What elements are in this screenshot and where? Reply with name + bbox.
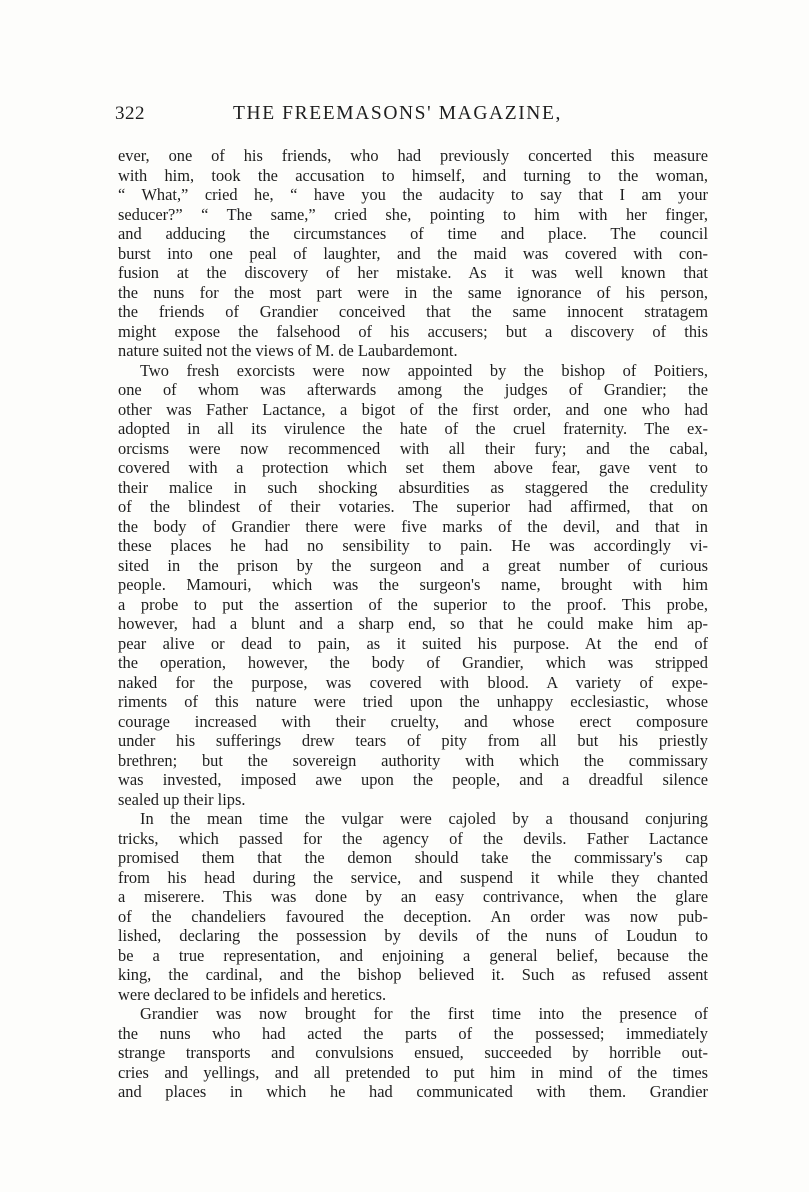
text-line: ever, one of his friends, who had previously concerted this measure: [118, 146, 708, 165]
text-line: brethren; but the sovereign authority with which the commissary: [118, 750, 708, 770]
text-line: their malice in such shocking absurdities as staggered the credulity: [118, 477, 708, 497]
text-line: a miserere. This was done by an easy contrivance, when the glare: [118, 887, 708, 906]
text-line: “ What,” cried he, “ have you the audacity to say that I am your: [118, 185, 708, 204]
page-header: [115, 103, 705, 133]
text-line: a probe to put the assertion of the superior to the proof. This probe,: [118, 594, 708, 614]
text-line: the nuns for the most part were in the same ignorance of his person,: [118, 282, 708, 302]
text-line: was invested, imposed awe upon the people, and a dreadful silence: [118, 770, 708, 789]
text-line: courage increased with their cruelty, and whose erect composure: [118, 711, 708, 731]
text-line: these places he had no sensibility to pain. He was accordingly vi-: [118, 536, 708, 555]
text-line: seducer?” “ The same,” cried she, pointing to him with her finger,: [118, 204, 708, 224]
text-line: sealed up their lips.: [118, 789, 246, 809]
text-line: In the mean time the vulgar were cajoled by a thousand conjuring: [140, 809, 708, 828]
text-line: burst into one peal of laughter, and the maid was covered with con-: [118, 243, 708, 263]
text-line: riments of this nature were tried upon the unhappy ecclesiastic, whose: [118, 692, 708, 711]
text-line: nature suited not the views of M. de Laubardemont.: [118, 341, 458, 360]
text-line: the operation, however, the body of Grandier, which was stripped: [118, 653, 708, 672]
text-line: people. Mamouri, which was the surgeon's name, brought with him: [118, 575, 708, 594]
text-line: one of whom was afterwards among the judges of Grandier; the: [118, 380, 708, 399]
text-line: covered with a protection which set them above fear, gave vent to: [118, 458, 708, 477]
text-line: under his sufferings drew tears of pity from all but his priestly: [118, 731, 708, 750]
text-line: Grandier was now brought for the first time into the presence of: [140, 1004, 708, 1023]
text-line: the nuns who had acted the parts of the possessed; immediately: [118, 1023, 708, 1043]
text-line: the body of Grandier there were five marks of the devil, and that in: [118, 516, 708, 536]
text-line: Two fresh exorcists were now appointed by the bishop of Poitiers,: [140, 360, 708, 380]
text-line: tricks, which passed for the agency of the devils. Father Lactance: [118, 828, 708, 848]
text-line: were declared to be infidels and heretics.: [118, 984, 387, 1004]
text-line: the friends of Grandier conceived that the same innocent stratagem: [118, 302, 708, 321]
text-line: be a true representation, and enjoining a general belief, because the: [118, 945, 708, 965]
text-line: pear alive or dead to pain, as it suited his purpose. At the end of: [118, 633, 708, 653]
page-number: 322: [115, 103, 145, 124]
text-line: adopted in all its virulence the hate of the cruel fraternity. The ex-: [118, 419, 708, 438]
text-line: might expose the falsehood of his accusers; but a discovery of this: [118, 321, 708, 341]
article-body: [118, 146, 708, 1102]
text-line: from his head during the service, and suspend it while they chanted: [118, 867, 708, 887]
text-line: king, the cardinal, and the bishop believed it. Such as refused assent: [118, 965, 708, 984]
text-line: of the blindest of their votaries. The superior had affirmed, that on: [118, 497, 708, 516]
text-line: orcisms were now recommenced with all their fury; and the cabal,: [118, 438, 708, 458]
text-line: promised them that the demon should take the commissary's cap: [118, 848, 708, 867]
text-line: and adducing the circumstances of time and place. The council: [118, 224, 708, 243]
text-line: naked for the purpose, was covered with blood. A variety of expe-: [118, 672, 708, 692]
text-line: fusion at the discovery of her mistake. As it was well known that: [118, 263, 708, 282]
text-line: of the chandeliers favoured the deception. An order was now pub-: [118, 906, 708, 926]
running-title: THE FREEMASONS' MAGAZINE,: [233, 103, 562, 124]
text-line: however, had a blunt and a sharp end, so that he could make him ap-: [118, 614, 708, 633]
text-line: strange transports and convulsions ensued, succeeded by horrible out-: [118, 1043, 708, 1062]
text-line: lished, declaring the possession by devils of the nuns of Loudun to: [118, 926, 708, 945]
text-line: sited in the prison by the surgeon and a great number of curious: [118, 555, 708, 575]
text-line: other was Father Lactance, a bigot of the first order, and one who had: [118, 399, 708, 419]
text-line: with him, took the accusation to himself, and turning to the woman,: [118, 165, 708, 185]
text-line: and places in which he had communicated with them. Grandier: [118, 1082, 708, 1101]
text-line: cries and yellings, and all pretended to put him in mind of the times: [118, 1062, 708, 1082]
